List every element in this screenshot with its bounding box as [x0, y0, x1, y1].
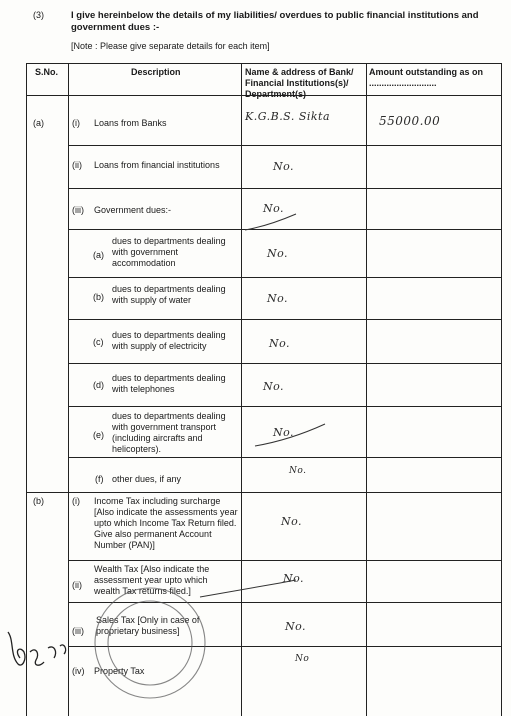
heading-number: (3) [33, 10, 44, 20]
row-description: dues to departments dealing with government accommodation [112, 236, 226, 268]
row-roman: (i) [72, 496, 80, 506]
row-letter: (a) [93, 250, 104, 260]
row-letter: (f) [95, 474, 104, 484]
header-sno: S.No. [35, 67, 59, 77]
row-sno: (a) [33, 118, 44, 128]
row-description: dues to departments dealing with telephones [112, 373, 226, 394]
row-roman: (ii) [72, 580, 82, 590]
row-description: Property Tax [94, 666, 145, 676]
handwritten-entry: K.G.B.S. Sikta [245, 110, 331, 123]
row-description: Sales Tax [Only in case of proprietary business] [96, 615, 200, 636]
handwritten-entry: No. [267, 292, 289, 305]
row-description: Government dues:- [94, 205, 172, 215]
row-roman: (iv) [72, 666, 85, 676]
row-letter: (b) [93, 292, 104, 302]
row-roman: (iii) [72, 626, 84, 636]
row-description: dues to departments dealing with supply of water [112, 284, 226, 305]
row-letter: (e) [93, 430, 104, 440]
row-description: Wealth Tax [Also indicate the assessment year upto which wealth Tax returns filed.] [94, 564, 210, 596]
row-description: dues to departments dealing with government transport (including aircrafts and helicopters). [112, 411, 226, 454]
liabilities-table [26, 63, 502, 716]
row-description: dues to departments dealing with supply of electricity [112, 330, 226, 351]
handwritten-entry: No. [281, 515, 303, 528]
handwritten-entry: No [295, 654, 310, 664]
handwritten-entry: No. [283, 572, 305, 585]
row-letter: (c) [93, 337, 104, 347]
row-sno: (b) [33, 496, 44, 506]
handwritten-entry: No. [285, 620, 307, 633]
header-description: Description [131, 67, 181, 77]
row-roman: (i) [72, 118, 80, 128]
row-roman: (ii) [72, 160, 82, 170]
header-name-address: Name & address of Bank/ Financial Institutions(s)/ Department(s) [245, 67, 354, 99]
section-heading: I give hereinbelow the details of my liabilities/ overdues to public financial institutions and government dues :- [71, 10, 479, 33]
handwritten-entry: No. [269, 337, 291, 350]
header-amount: Amount outstanding as on ........................... [369, 67, 483, 88]
row-roman: (iii) [72, 205, 84, 215]
row-description: other dues, if any [112, 474, 182, 484]
handwritten-entry: No. [273, 426, 295, 439]
row-description: Loans from financial institutions [94, 160, 220, 170]
handwritten-entry: No. [273, 160, 295, 173]
handwritten-entry: No. [289, 466, 307, 476]
row-description: Loans from Banks [94, 118, 167, 128]
handwritten-entry: No. [263, 202, 285, 215]
handwritten-entry: No. [267, 247, 289, 260]
handwritten-entry: No. [263, 380, 285, 393]
handwritten-amount: 55000.00 [379, 114, 441, 128]
row-letter: (d) [93, 380, 104, 390]
row-description: Income Tax including surcharge [Also indicate the assessments year upto which Income Tax Return filed. Give also permanent Account Number (PAN)] [94, 496, 238, 550]
note: [Note : Please give separate details for each item] [71, 41, 270, 51]
